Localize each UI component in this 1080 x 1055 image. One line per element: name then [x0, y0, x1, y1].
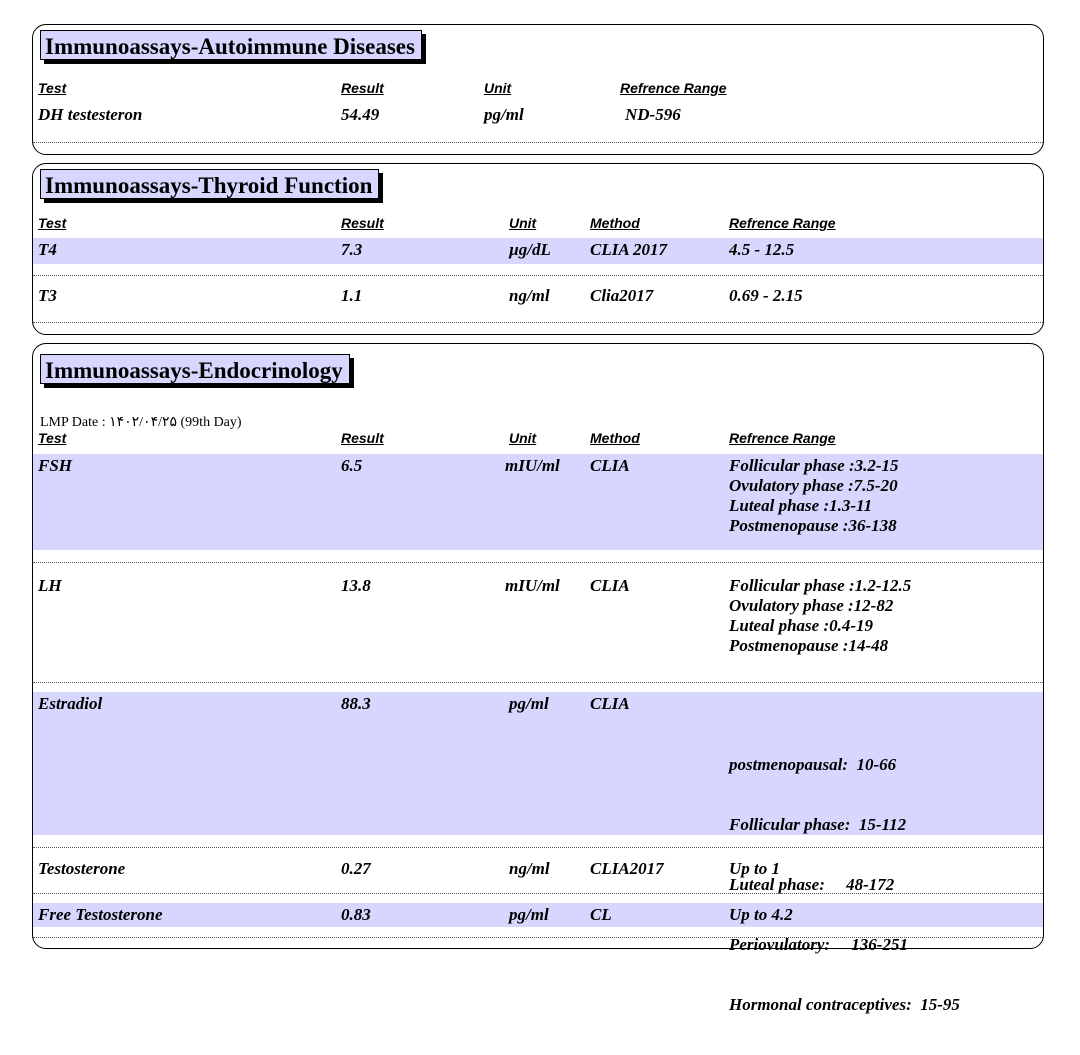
header-unit: Unit	[509, 215, 537, 231]
section-autoimmune	[32, 24, 1044, 155]
row-divider	[33, 142, 1043, 143]
table-row	[33, 284, 1043, 310]
header-result: Result	[341, 430, 384, 446]
cell-unit: ng/ml	[509, 286, 550, 305]
cell-method: CLIA	[590, 456, 630, 475]
lmp-date: LMP Date : ۱۴۰۲/۰۴/۲۵ (99th Day)	[40, 415, 242, 430]
cell-method: Clia2017	[590, 286, 654, 305]
cell-test: T3	[38, 286, 57, 305]
table-row	[33, 903, 1043, 927]
header-test: Test	[38, 430, 67, 446]
cell-result: 0.83	[341, 905, 371, 924]
header-unit: Unit	[509, 430, 537, 446]
range-line: Periovulatory: 136-251	[729, 935, 908, 954]
cell-unit: pg/ml	[484, 105, 524, 124]
cell-test: FSH	[38, 456, 73, 475]
section-endocrinology	[32, 343, 1044, 1014]
cell-method: CLIA	[590, 694, 630, 713]
range-line: Hormonal contraceptives: 15-95	[729, 995, 960, 1014]
range-line: Ovulatory phase :7.5-20	[729, 476, 898, 495]
row-divider	[33, 275, 1043, 276]
section-title-endocrinology: Immunoassays-Endocrinology	[40, 354, 350, 384]
table-row	[33, 857, 1043, 883]
cell-range	[729, 576, 911, 656]
row-divider	[33, 937, 1043, 938]
cell-test: Free Testosterone	[38, 905, 163, 924]
cell-range: Up to 4.2	[729, 905, 793, 924]
cell-result: 13.8	[341, 576, 371, 595]
header-test: Test	[38, 80, 67, 96]
header-result: Result	[341, 215, 384, 231]
row-divider	[33, 893, 1043, 894]
header-range: Refrence Range	[729, 215, 836, 231]
header-unit: Unit	[484, 80, 512, 96]
cell-unit: ng/ml	[509, 859, 550, 878]
table-row	[33, 574, 1043, 670]
cell-range: 0.69 - 2.15	[729, 286, 803, 305]
range-line: Follicular phase: 15-112	[729, 815, 907, 834]
header-test: Test	[38, 215, 67, 231]
row-divider	[33, 682, 1043, 683]
cell-range	[729, 715, 960, 1055]
cell-test: Testosterone	[38, 859, 126, 878]
range-line: Postmenopause :36-138	[729, 516, 897, 535]
cell-result: 88.3	[341, 694, 371, 713]
header-range: Refrence Range	[620, 80, 727, 96]
cell-range: ND-596	[625, 105, 681, 124]
cell-range: 4.5 - 12.5	[729, 240, 795, 259]
cell-result: 7.3	[341, 240, 363, 259]
cell-method: CL	[590, 905, 612, 924]
range-line: Luteal phase :1.3-11	[729, 496, 873, 515]
cell-unit: pg/ml	[509, 905, 549, 924]
row-divider	[33, 322, 1043, 323]
cell-result: 0.27	[341, 859, 371, 878]
cell-method: CLIA	[590, 576, 630, 595]
section-title-thyroid: Immunoassays-Thyroid Function	[40, 169, 379, 199]
header-range: Refrence Range	[729, 430, 836, 446]
cell-result: 54.49	[341, 105, 380, 124]
cell-unit: pg/ml	[509, 694, 549, 713]
range-line: Follicular phase :1.2-12.5	[729, 576, 912, 595]
table-row	[33, 454, 1043, 550]
cell-test: Estradiol	[38, 694, 103, 713]
header-method: Method	[590, 430, 640, 446]
range-line: postmenopausal: 10-66	[729, 755, 897, 774]
section-thyroid	[32, 163, 1044, 335]
row-divider	[33, 562, 1043, 563]
range-line: Ovulatory phase :12-82	[729, 596, 894, 615]
cell-result: 6.5	[341, 456, 363, 475]
row-divider	[33, 847, 1043, 848]
cell-unit: mIU/ml	[505, 456, 560, 475]
section-title-autoimmune: Immunoassays-Autoimmune Diseases	[40, 30, 422, 60]
range-line: Luteal phase :0.4-19	[729, 616, 874, 635]
header-method: Method	[590, 215, 640, 231]
cell-unit: mIU/ml	[505, 576, 560, 595]
range-line: Postmenopause :14-48	[729, 636, 889, 655]
cell-test: DH testesteron	[38, 105, 143, 124]
range-line: Luteal phase: 48-172	[729, 875, 895, 894]
cell-range	[729, 456, 899, 536]
table-row	[33, 238, 1043, 264]
cell-range: Up to 1	[729, 859, 780, 878]
cell-test: T4	[38, 240, 57, 259]
cell-method: CLIA2017	[590, 859, 664, 878]
cell-test: LH	[38, 576, 62, 595]
cell-unit: µg/dL	[509, 240, 551, 259]
header-result: Result	[341, 80, 384, 96]
cell-result: 1.1	[341, 286, 363, 305]
table-row	[33, 103, 1043, 129]
cell-method: CLIA 2017	[590, 240, 667, 259]
range-line: Follicular phase :3.2-15	[729, 456, 899, 475]
